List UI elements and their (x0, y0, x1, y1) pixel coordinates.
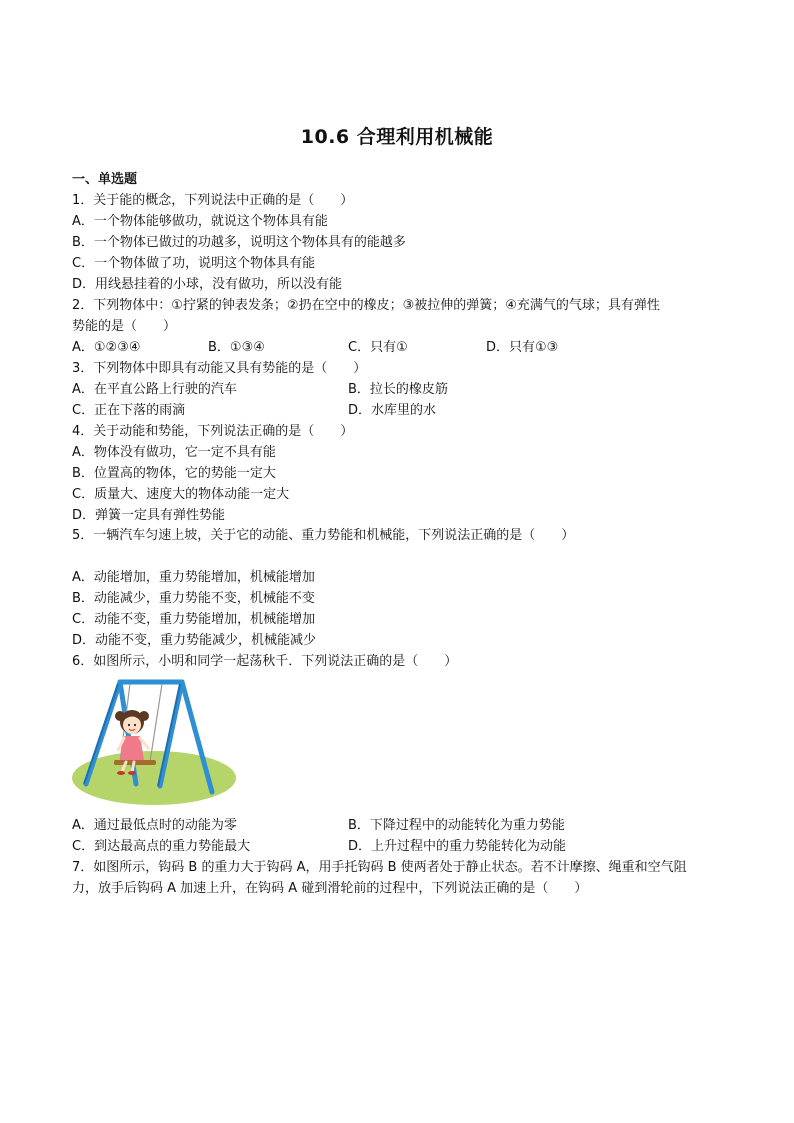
q2-option-d: D．只有①③ (486, 340, 559, 355)
q6-option-b: B．下降过程中的动能转化为重力势能 (348, 818, 565, 833)
swing-illustration (70, 676, 240, 808)
q5-option-a: A．动能增加，重力势能增加，机械能增加 (72, 570, 315, 585)
q2-stem-line2: 势能的是（ ） (72, 319, 177, 334)
q2-option-a: A．①②③④ (72, 340, 141, 355)
q2-option-b: B．①③④ (208, 340, 265, 355)
q3-option-d: D．水库里的水 (348, 403, 437, 418)
q6-option-c: C．到达最高点的重力势能最大 (72, 839, 251, 854)
q5-stem: 5．一辆汽车匀速上坡，关于它的动能、重力势能和机械能，下列说法正确的是（ ） (72, 528, 575, 543)
q1-stem: 1．关于能的概念，下列说法中正确的是（ ） (72, 193, 354, 208)
q3-option-b: B．拉长的橡皮筋 (348, 382, 448, 397)
q6-option-d: D．上升过程中的重力势能转化为动能 (348, 839, 567, 854)
q6-option-a: A．通过最低点时的动能为零 (72, 818, 237, 833)
q5-option-c: C．动能不变，重力势能增加，机械能增加 (72, 612, 316, 627)
q7-stem-line1: 7．如图所示，钩码 B 的重力大于钩码 A，用手托钩码 B 使两者处于静止状态。若不计摩擦、绳重和空气阻 (72, 860, 687, 875)
q1-option-c: C．一个物体做了功，说明这个物体具有能 (72, 256, 316, 271)
q3-option-c: C．正在下落的雨滴 (72, 403, 186, 418)
q7-stem-line2: 力，放手后钩码 A 加速上升，在钩码 A 碰到滑轮前的过程中，下列说法正确的是（ ） (72, 881, 588, 896)
q2-option-c: C．只有① (348, 340, 408, 355)
q1-option-b: B．一个物体已做过的功越多，说明这个物体具有的能越多 (72, 235, 406, 250)
q4-option-c: C．质量大、速度大的物体动能一定大 (72, 487, 290, 502)
q4-stem: 4．关于动能和势能，下列说法正确的是（ ） (72, 424, 354, 439)
q5-option-b: B．动能减少，重力势能不变，机械能不变 (72, 591, 315, 606)
q4-option-b: B．位置高的物体，它的势能一定大 (72, 466, 276, 481)
q6-stem: 6．如图所示，小明和同学一起荡秋千．下列说法正确的是（ ） (72, 654, 458, 669)
q3-option-a: A．在平直公路上行驶的汽车 (72, 382, 237, 397)
q5-option-d: D．动能不变，重力势能减少，机械能减少 (72, 633, 317, 648)
section-heading: 一、单选题 (72, 172, 138, 187)
q1-option-a: A．一个物体能够做功，就说这个物体具有能 (72, 214, 328, 229)
page-title: 10.6 合理利用机械能 (300, 126, 494, 148)
q2-stem-line1: 2．下列物体中：①拧紧的钟表发条；②扔在空中的橡皮；③被拉伸的弹簧；④充满气的气球；具有弹性 (72, 298, 660, 313)
q4-option-a: A．物体没有做功，它一定不具有能 (72, 445, 276, 460)
q4-option-d: D．弹簧一定具有弹性势能 (72, 508, 226, 523)
q1-option-d: D．用线悬挂着的小球，没有做功，所以没有能 (72, 277, 343, 292)
q3-stem: 3．下列物体中即具有动能又具有势能的是（ ） (72, 361, 367, 376)
